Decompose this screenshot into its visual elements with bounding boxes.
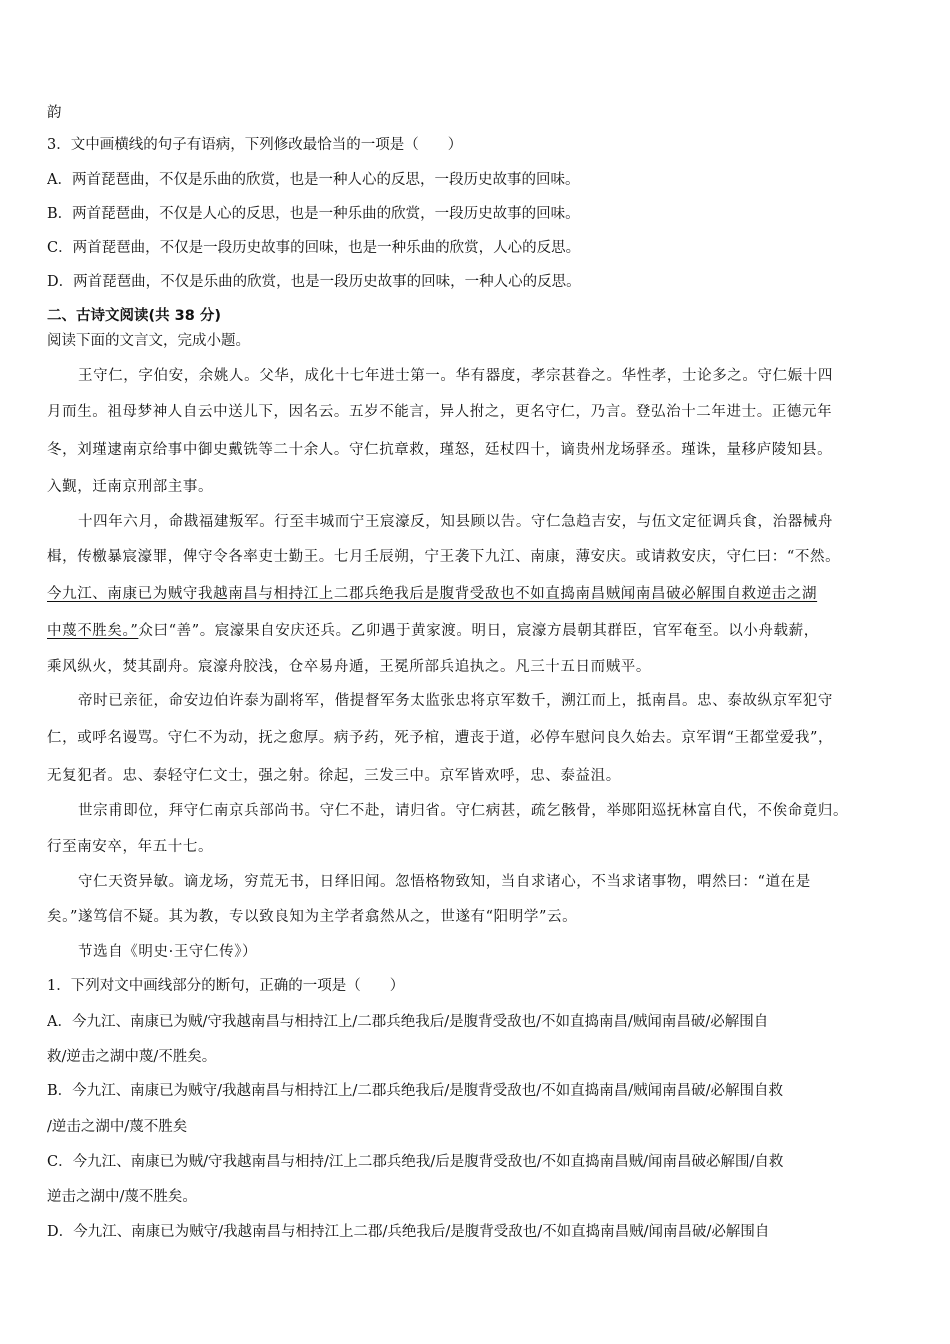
option-c: C．两首琵琶曲，不仅是一段历史故事的回味，也是一种乐曲的欣赏，人心的反思。	[47, 240, 581, 256]
option-b: B．两首琵琶曲，不仅是人心的反思，也是一种乐曲的欣赏，一段历史故事的回味。	[47, 206, 580, 222]
option-a: A．两首琵琶曲，不仅是乐曲的欣赏，也是一种人心的反思，一段历史故事的回味。	[47, 172, 580, 188]
instruction: 阅读下面的文言文，完成小题。	[47, 333, 250, 349]
passage-line: 十四年六月，命戡福建叛军。行至丰城而宁王宸濠反，知县顾以告。守仁急趋吉安，与伍文定征调兵食，治器械舟	[78, 514, 833, 530]
question-3: 3．文中画横线的句子有语病，下列修改最恰当的一项是（ ）	[47, 137, 463, 153]
passage-line: 矣。”遂笃信不疑。其为教，专以致良知为主学者翕然从之，世遂有“阳明学”云。	[47, 909, 578, 925]
source-citation: 节选自《明史·王守仁传》）	[78, 944, 258, 960]
passage-line: 乘风纵火，焚其副舟。宸濠舟胶浅，仓卒易舟遁，王冕所部兵追执之。凡三十五日而贼平。	[47, 659, 651, 675]
passage-line: 王守仁，字伯安，余姚人。父华，成化十七年进士第一。华有器度，孝宗甚眷之。华性孝，士论多之。守仁娠十四	[78, 368, 833, 384]
option-a-cont: 救/逆击之湖中蔑/不胜矣。	[47, 1049, 217, 1065]
passage-text: 众曰“善”。宸濠果自安庆还兵。乙卯遇于黄家渡。明日，宸濠方晨朝其群臣，官军奄至。以小舟载薪，	[138, 623, 819, 639]
passage-line: 入觐，迁南京刑部主事。	[47, 479, 214, 495]
section-heading: 二、古诗文阅读(共 38 分)	[47, 308, 222, 324]
passage-line: 无复犯者。忠、泰轻守仁文士，强之射。徐起，三发三中。京军皆欢呼，忠、泰益沮。	[47, 768, 621, 784]
option-d: D．今九江、南康已为贼守/我越南昌与相持江上二郡/兵绝我后/是腹背受敌也/不如直捣南昌贼/闻南昌破/必解围自	[47, 1224, 770, 1240]
passage-line: 帝时已亲征，命安边伯许泰为副将军，偕提督军务太监张忠将京军数千，溯江而上，抵南昌。忠、泰故纵京军犯守	[78, 693, 833, 709]
option-b: B．今九江、南康已为贼守/我越南昌与相持江上/二郡兵绝我后/是腹背受敌也/不如直捣南昌/贼闻南昌破/必解围自救	[47, 1083, 783, 1099]
passage-line: 月而生。祖母梦神人自云中送儿下，因名云。五岁不能言，异人拊之，更名守仁，乃言。登弘治十二年进士。正德元年	[47, 404, 833, 420]
passage-line: 守仁天资异敏。谪龙场，穷荒无书，日绎旧闻。忽悟格物致知，当自求诸心，不当求诸事物，喟然曰：“道在是	[78, 874, 811, 890]
option-c: C．今九江、南康已为贼/守我越南昌与相持/江上二郡兵绝我/后是腹背受敌也/不如直捣南昌贼/闻南昌破必解围/自救	[47, 1154, 784, 1170]
passage-line: 世宗甫即位，拜守仁南京兵部尚书。守仁不赴，请归省。守仁病甚，疏乞骸骨，举郧阳巡抚林富自代，不俟命竟归。	[78, 803, 849, 819]
passage-line: 仁，或呼名谩骂。守仁不为动，抚之愈厚。病予药，死予棺，遭丧于道，必停车慰问良久始去。京军谓“王都堂爱我”，	[47, 730, 834, 746]
option-d: D．两首琵琶曲，不仅是乐曲的欣赏，也是一段历史故事的回味，一种人心的反思。	[47, 274, 581, 290]
option-b-cont: /逆击之湖中/蔑不胜矣	[47, 1119, 188, 1135]
underlined-sentence: 今九江、南康已为贼守我越南昌与相持江上二郡兵绝我后是腹背受敌也不如直捣南昌贼闻南昌破必解围自救逆击之湖	[47, 586, 818, 602]
passage-line: 行至南安卒，年五十七。	[47, 839, 214, 855]
underlined-sentence-end: 中蔑不胜矣。”	[47, 623, 139, 639]
text-line: 韵	[47, 105, 62, 121]
option-a: A．今九江、南康已为贼/守我越南昌与相持江上/二郡兵绝我后/是腹背受敌也/不如直捣南昌/贼闻南昌破/必解围自	[47, 1014, 769, 1030]
passage-line: 冬，刘瑾逮南京给事中御史戴铣等二十余人。守仁抗章救，瑾怒，廷杖四十，谪贵州龙场驿丞。瑾诛，量移庐陵知县。	[47, 442, 833, 458]
question-1: 1．下列对文中画线部分的断句，正确的一项是（ ）	[47, 978, 405, 994]
option-c-cont: 逆击之湖中/蔑不胜矣。	[47, 1189, 197, 1205]
passage-line	[47, 621, 903, 641]
passage-line: 楫，传檄暴宸濠罪，俾守令各率吏士勤王。七月壬辰朔，宁王袭下九江、南康，薄安庆。或请救安庆，守仁曰：“不然。	[47, 549, 841, 565]
